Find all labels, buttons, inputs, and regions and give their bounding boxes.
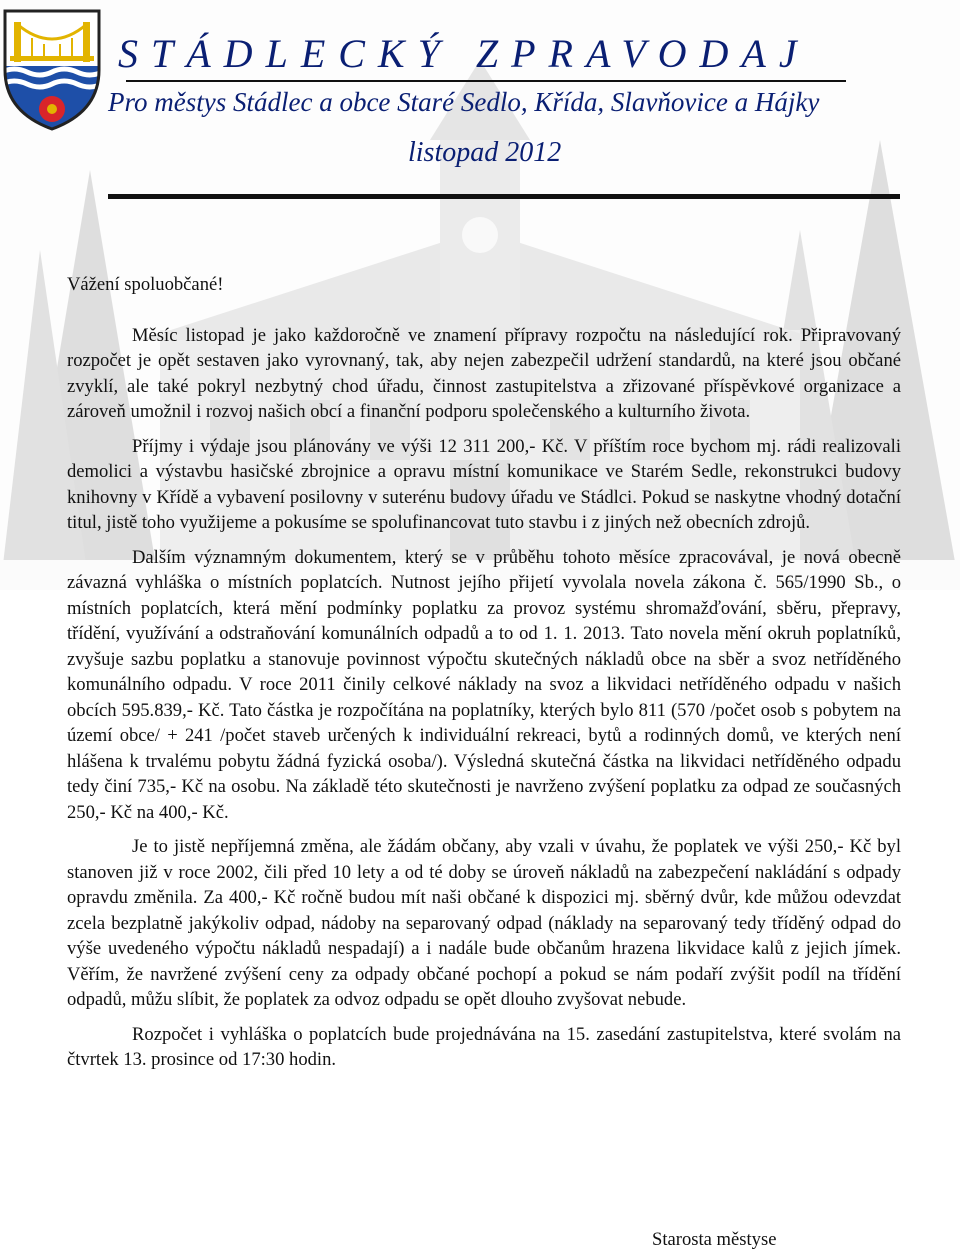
masthead-title: STÁDLECKÝ ZPRAVODAJ bbox=[118, 31, 810, 76]
letter-paragraph: Je to jistě nepříjemná změna, ale žádám občany, aby vzali v úvahu, že poplatek ve výši 250,- Kč byl stanoven již v roce 2002, čili před 10 lety a od té doby se úroveň nákladů na zabezpečení nakládání s odpady opravdu změnila. Za 400,- Kč ročně budou mít naši občané k dispozici mj. sběrný dvůr, kde můžou odevzdat zcela bezplatně jakýkoliv odpad, nádoby na separovaný odpad (náklady na separovaný tedy tříděný odpad do výše uvedeného výpočtu nákladů nespadají) a i nadále bude občanům hrazena likvidace kalů z jejich jímek. Věřím, že navržené zvýšení ceny za odpady občané pochopí a pokud se nám podaří zvýšit podíl na třídění odpadů, můžu slíbit, že poplatek za odvoz odpadu se opět dlouho zvyšovat nebude. bbox=[67, 836, 901, 1010]
issue-date: listopad 2012 bbox=[408, 137, 562, 168]
masthead-rule bbox=[126, 80, 846, 82]
masthead-subtitle: Pro městys Stádlec a obce Staré Sedlo, Křída, Slavňovice a Hájky bbox=[108, 87, 820, 117]
mayor-letter bbox=[67, 272, 901, 1082]
letter-greeting: Vážení spoluobčané! bbox=[67, 274, 224, 295]
letter-paragraph: Měsíc listopad je jako každoročně ve znamení přípravy rozpočtu na následující rok. Připravovaný rozpočet je opět sestaven jako vyrovnaný, tak, aby nejen zabezpečil udržení standardů, na které jsou občané zvyklí, ale také pokryl nezbytný chod úřadu, činnost zastupitelstva a zřizované příspěvkové organizace a zároveň umožnil i rozvoj našich obcí a finanční podporu společenského a kulturního života. bbox=[67, 324, 901, 422]
letter-signature: Starosta městyse bbox=[652, 1229, 777, 1250]
masthead-divider bbox=[108, 194, 900, 199]
letter-paragraph: Rozpočet i vyhláška o poplatcích bude projednávána na 15. zasedání zastupitelstva, které svolám na čtvrtek 13. prosince od 17:30 hodin. bbox=[67, 1023, 901, 1070]
coat-of-arms-icon bbox=[2, 8, 102, 132]
letter-paragraph: Dalším významným dokumentem, který se v průběhu tohoto měsíce zpracovával, je nová obecně závazná vyhláška o místních poplatcích. Nutnost jejího přijetí vyvolala novela zákona č. 565/1990 Sb., o místních poplatcích, která mění podmínky poplatku za provoz systému shromažďování, sběru, přepravy, třídění, využívání a odstraňování komunálních odpadů a to od 1. 1. 2013. Tato novela mění okruh poplatníků, zvyšuje sazbu poplatku a stanovuje povinnost výpočtu skutečných nákladů obce na sběr a svoz netříděného komunálního odpadu. V roce 2011 činily celkové náklady na svoz a likvidaci netříděného odpadu v našich obcích 595.839,- Kč. Tato částka je rozpočítána na poplatníky, kterých bylo 811 (570 /počet osob s pobytem na území obce/ + 241 /počet staveb určených k individuální rekreaci, bytů a rodinných domů, ve kterých není hlášena k trvalému pobytu žádná fyzická osoba/). Výsledná skutečná částka na likvidaci netříděného odpadu tedy činí 735,- Kč na osobu. Na základě této skutečnosti je navrženo zvýšení poplatku za odpad ze současných 250,- Kč na 400,- Kč. bbox=[67, 546, 901, 823]
letter-paragraph: Příjmy i výdaje jsou plánovány ve výši 12 311 200,- Kč. V příštím roce bychom mj. rádi realizovali demolici a výstavbu hasičské zbrojnice a opravu místní komunikace ve Starém Sedle, rekonstrukci budovy knihovny v Křídě a vybavení posilovny v suterénu budovy úřadu ve Stádlci. Pokud se naskytne vhodný dotační titul, jistě toho využijeme a pokusíme se spolufinancovat tuto stavbu i z jiných než obecních zdrojů. bbox=[67, 435, 901, 533]
